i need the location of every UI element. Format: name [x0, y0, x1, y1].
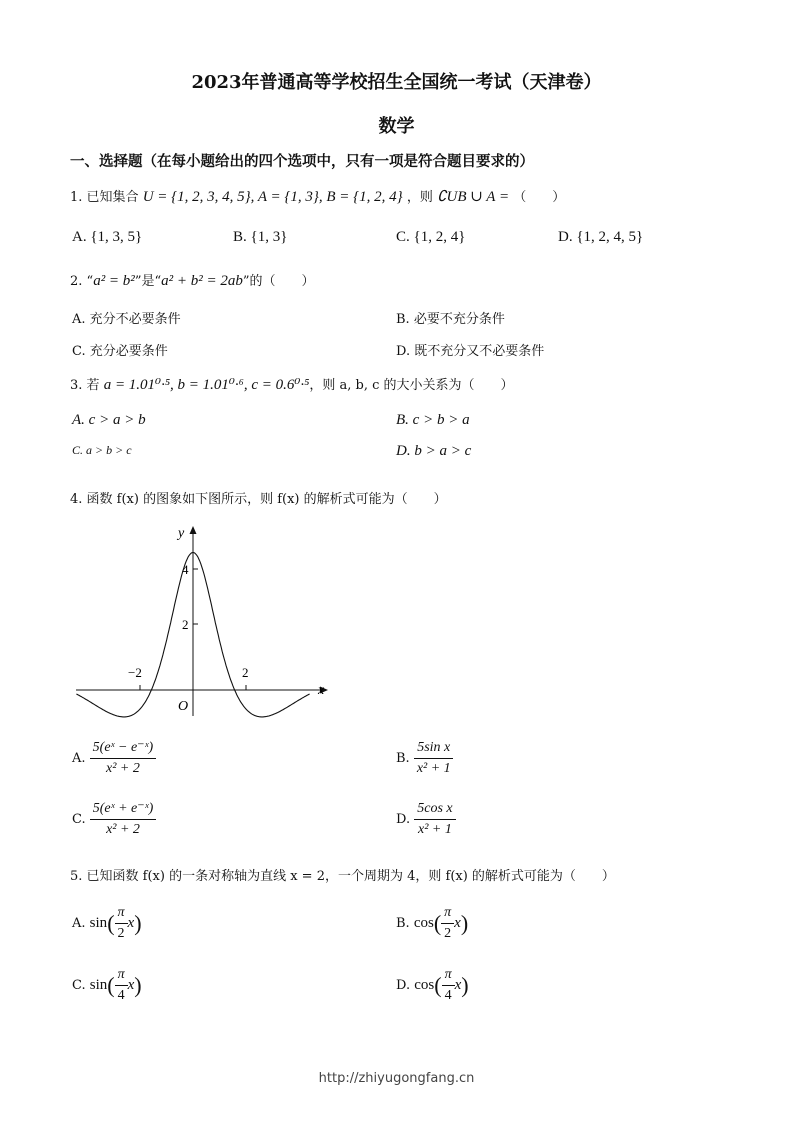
question-1: [70, 186, 565, 206]
y-axis-arrow: [190, 526, 197, 534]
q1-expr: ∁UB ∪ A =: [436, 189, 510, 205]
footer-url: http://zhiyugongfang.cn: [318, 1071, 475, 1086]
y-tick-label-4: 4: [182, 562, 189, 577]
q5-option-d: [396, 965, 469, 1006]
q4-option-c-denominator: x² + 2: [106, 822, 140, 837]
q4-option-b-label: B.: [396, 751, 410, 766]
q2-condition-2: a² + b² = 2ab: [161, 273, 243, 289]
q2-stem-mid: ”是“: [134, 274, 162, 289]
q5-option-b-function: cos: [413, 915, 434, 931]
q2-stem-post: ”的（ ）: [242, 274, 315, 289]
origin-label: O: [178, 699, 189, 714]
question-4-stem: 4. 函数 f(x) 的图象如下图所示，则 f(x) 的解析式可能为（ ）: [70, 492, 447, 507]
q3-definitions: a = 1.01⁰·⁵, b = 1.01⁰·⁶, c = 0.6⁰·⁵: [103, 377, 310, 393]
q4-option-a-numerator: 5(eˣ − e⁻ˣ): [90, 738, 157, 759]
q5-option-a-denominator: 2: [117, 926, 125, 941]
q4-option-d-label: D.: [396, 812, 411, 827]
q1-option-b: B. {1, 3}: [233, 229, 288, 245]
q4-option-b-fraction: [414, 738, 454, 779]
q5-option-a-open-paren: (: [107, 910, 115, 936]
exam-title: 2023年普通高等学校招生全国统一考试（天津卷）: [191, 72, 602, 93]
q1-option-d: D. {1, 2, 4, 5}: [558, 229, 644, 245]
q5-option-a-variable: x: [127, 915, 135, 931]
q5-option-c: [72, 965, 142, 1006]
q4-option-a: [72, 738, 156, 779]
q1-blank: （ ）: [513, 190, 566, 205]
q5-option-d-function: cos: [414, 977, 435, 993]
q4-option-d-fraction: [414, 799, 455, 840]
x-tick-label-2: 2: [242, 665, 249, 680]
q5-option-d-variable: x: [454, 977, 462, 993]
q5-option-d-denominator: 4: [444, 988, 452, 1003]
q5-option-c-close-paren: ): [134, 972, 142, 998]
q2-condition-1: a² = b²: [93, 273, 135, 289]
q4-option-c-label: C.: [72, 812, 86, 827]
q5-option-a: [72, 903, 142, 944]
q5-option-d-fraction: [442, 965, 455, 1006]
q3-option-c: C. a > b > c: [72, 443, 132, 457]
subject-heading: 数学: [378, 116, 415, 137]
q5-option-b-fraction: [441, 903, 454, 944]
x-axis-label: x: [318, 683, 325, 698]
q5-option-c-variable: x: [127, 977, 135, 993]
y-tick-label-2: 2: [182, 617, 189, 632]
q5-option-b: [396, 903, 468, 944]
q3-option-b: B. c > b > a: [396, 412, 470, 428]
q5-option-a-numerator: π: [115, 903, 128, 924]
q5-option-c-denominator: 4: [117, 988, 125, 1003]
q4-option-a-label: A.: [72, 751, 86, 766]
y-axis-label: y: [178, 526, 185, 541]
q5-option-c-label: C.: [72, 978, 86, 993]
q5-option-b-variable: x: [454, 915, 461, 931]
q1-option-a: A. {1, 3, 5}: [72, 229, 143, 245]
q5-option-d-close-paren: ): [461, 972, 469, 998]
q5-option-d-label: D.: [396, 978, 411, 993]
q5-option-a-close-paren: ): [134, 910, 142, 936]
q5-option-c-open-paren: (: [107, 972, 115, 998]
q2-stem-pre: 2. “: [70, 274, 94, 289]
q2-option-a: A. 充分不必要条件: [72, 312, 181, 327]
q5-option-c-function: sin: [89, 977, 108, 993]
q5-option-b-numerator: π: [441, 903, 454, 924]
x-tick-label-m2: −2: [128, 665, 142, 680]
function-graph: [70, 520, 340, 720]
q4-option-a-fraction: [90, 738, 157, 779]
q5-option-d-open-paren: (: [434, 972, 442, 998]
q5-option-a-fraction: [115, 903, 128, 944]
q4-option-d-numerator: 5cos x: [414, 799, 455, 820]
q1-tail: ，则: [406, 190, 433, 205]
q4-option-b-denominator: x² + 1: [416, 761, 451, 776]
q5-option-d-numerator: π: [442, 965, 455, 986]
q3-stem-post: ，则 a, b, c 的大小关系为（ ）: [309, 378, 514, 393]
question-3: [70, 374, 514, 394]
question-5-stem: 5. 已知函数 f(x) 的一条对称轴为直线 x = 2，一个周期为 4，则 f(x) 的解析式可能为（ ）: [70, 869, 615, 884]
question-2: [70, 270, 315, 290]
q5-option-a-function: sin: [89, 915, 108, 931]
q1-option-c: C. {1, 2, 4}: [396, 229, 466, 245]
q4-option-a-denominator: x² + 2: [105, 761, 140, 776]
q1-stem: 1. 已知集合: [70, 190, 139, 205]
q4-option-d: [396, 799, 456, 840]
q3-stem-pre: 3. 若: [70, 378, 100, 393]
q2-option-d: D. 既不充分又不必要条件: [396, 344, 545, 359]
q4-option-c-numerator: 5(eˣ + e⁻ˣ): [90, 799, 157, 820]
q4-option-c: [72, 799, 156, 840]
q5-option-b-denominator: 2: [444, 926, 452, 941]
q5-option-a-label: A.: [72, 916, 86, 931]
q3-option-a: A. c > a > b: [72, 412, 146, 428]
q1-sets: U = {1, 2, 3, 4, 5}, A = {1, 3}, B = {1, 2, 4}: [142, 189, 403, 205]
q4-option-b: [396, 738, 454, 779]
q5-option-b-label: B.: [396, 916, 410, 931]
q5-option-b-close-paren: ): [460, 910, 469, 936]
q4-option-c-fraction: [90, 799, 157, 840]
q4-option-b-numerator: 5sin x: [414, 738, 453, 759]
q2-option-b: B. 必要不充分条件: [396, 312, 505, 327]
section-heading: 一、选择题（在每小题给出的四个选项中，只有一项是符合题目要求的）: [70, 153, 534, 170]
q5-option-c-fraction: [115, 965, 128, 1006]
q5-option-b-open-paren: (: [433, 910, 442, 936]
q4-option-d-denominator: x² + 1: [418, 822, 452, 837]
q5-option-c-numerator: π: [115, 965, 128, 986]
q3-option-d: D. b > a > c: [396, 443, 472, 459]
q2-option-c: C. 充分必要条件: [72, 344, 168, 359]
